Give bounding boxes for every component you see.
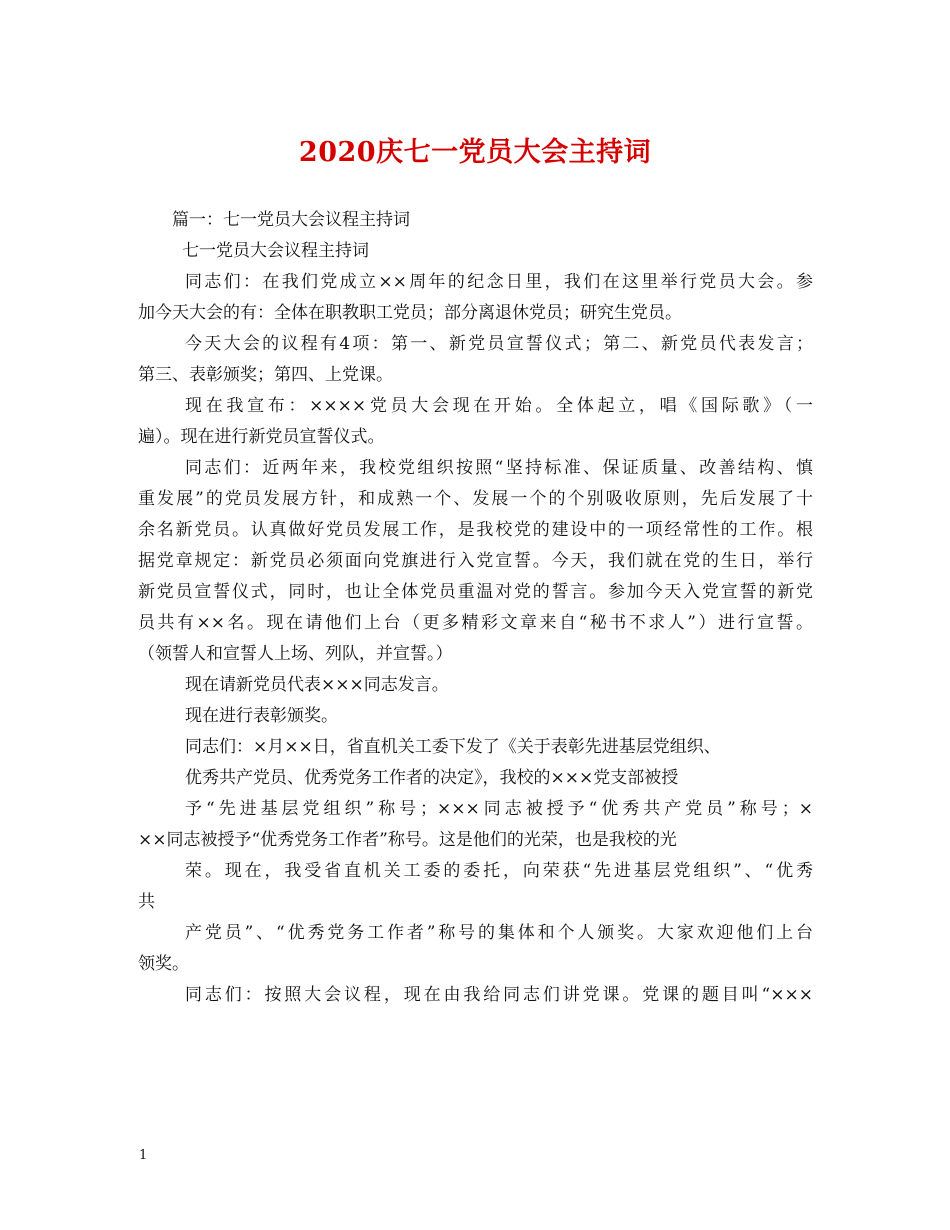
text-line: 同志们：在我们党成立××周年的纪念日里，我们在这里举行党员大会。参 [185,272,813,292]
page-number: 1 [139,1148,148,1163]
text-line: 产党员”、“优秀党务工作者”称号的集体和个人颁奖。大家欢迎他们上台 [185,923,813,943]
text-line: 员共有××名。现在请他们上台（更多精彩文章来自“秘书不求人”）进行宣誓。 [138,613,813,633]
text-line: （领誓人和宣誓人上场、列队，并宣誓。） [138,644,453,664]
text-line: ××同志被授予“优秀党务工作者”称号。这是他们的光荣，也是我校的光 [138,830,677,850]
text-line: 现在请新党员代表×××同志发言。 [185,675,449,695]
text-line: 同志们：按照大会议程，现在由我给同志们讲党课。党课的题目叫“××× [185,985,813,1005]
text-line: 加今天大会的有：全体在职教职工党员；部分离退休党员；研究生党员。 [138,303,682,323]
text-line: 同志们：×月××日，省直机关工委下发了《关于表彰先进基层党组织、 [185,737,721,757]
section-heading: 篇一：七一党员大会议程主持词 [172,210,410,230]
document-title: 2020庆七一党员大会主持词 [298,137,652,168]
text-line: 予“先进基层党组织”称号；×××同志被授予“优秀共产党员”称号；× [185,799,813,819]
text-line: 余名新党员。认真做好党员发展工作，是我校党的建设中的一项经常性的工作。根 [138,520,813,540]
text-line: 优秀共产党员、优秀党务工作者的决定》，我校的×××党支部被授 [185,768,679,788]
text-line: 共 [138,892,155,912]
text-line: 今天大会的议程有4项：第一、新党员宣誓仪式；第二、新党员代表发言； [185,334,813,354]
text-line: 现在我宣布：××××党员大会现在开始。全体起立，唱《国际歌》（一 [185,396,813,416]
text-line: 现在进行表彰颁奖。 [185,706,338,726]
text-line: 遍）。现在进行新党员宣誓仪式。 [138,427,385,447]
text-line: 领奖。 [138,954,189,974]
text-line: 荣。现在，我受省直机关工委的委托，向荣获“先进基层党组织”、“优秀 [185,861,813,881]
text-line: 第三、表彰颁奖；第四、上党课。 [138,365,393,385]
text-line: 重发展”的党员发展方针，和成熟一个、发展一个的个别吸收原则，先后发展了十 [138,489,813,509]
text-line: 据党章规定：新党员必须面向党旗进行入党宣誓。今天，我们就在党的生日，举行 [138,551,813,571]
subheading: 七一党员大会议程主持词 [182,241,369,261]
text-line: 新党员宣誓仪式，同时，也让全体党员重温对党的誓言。参加今天入党宣誓的新党 [138,582,813,602]
text-line: 同志们：近两年来，我校党组织按照“坚持标准、保证质量、改善结构、慎 [185,458,813,478]
document-body [138,205,813,1011]
